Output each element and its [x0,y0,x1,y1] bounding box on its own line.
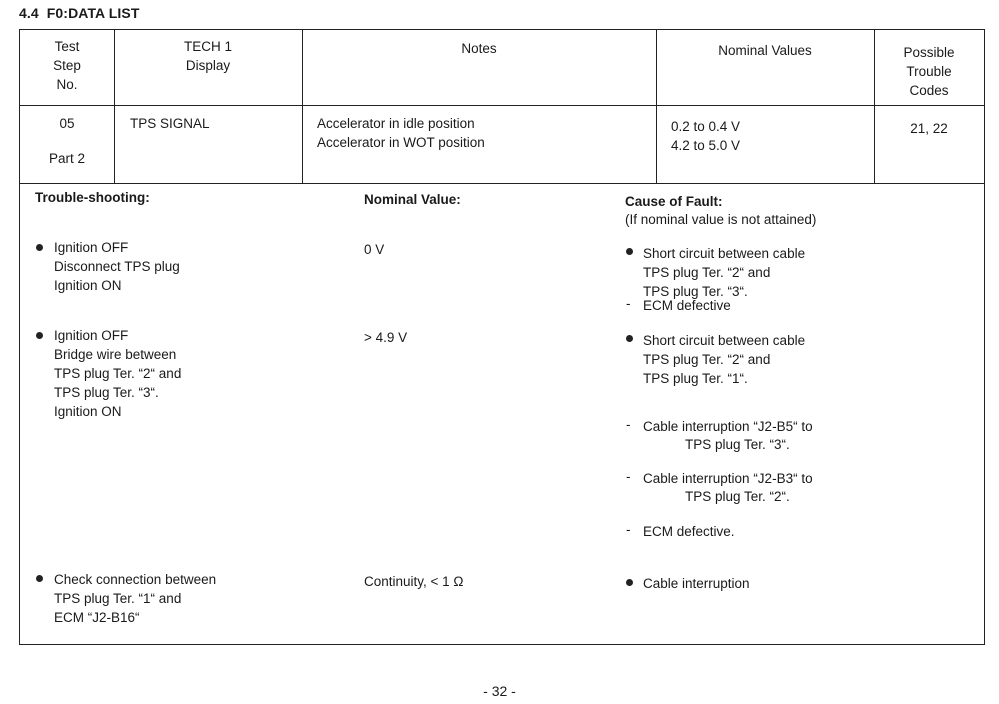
bullet-icon [36,244,43,251]
row-divider [20,183,984,184]
bullet-icon [626,335,633,342]
section-number: 4.4 [19,5,39,21]
cause-of-fault-subheading: (If nominal value is not attained) [625,212,817,227]
step2-cause-short-circuit: Short circuit between cable TPS plug Ter. “2“ and TPS plug Ter. “1“. [643,333,806,386]
step3-nominal-value: Continuity, < 1 Ω [364,574,464,589]
section-title [19,5,139,21]
step1-action: Ignition OFF Disconnect TPS plug Ignition ON [54,240,180,293]
step2-nominal-value: > 4.9 V [364,330,408,345]
row-trouble-codes: 21, 22 [910,121,948,136]
step3-action: Check connection between TPS plug Ter. “1“ and ECM “J2-B16“ [54,572,217,625]
step2-cause-j2b5-line1: Cable interruption “J2-B5“ to [643,419,813,434]
page-number: - 32 - [483,683,516,699]
dash-icon: - [626,296,631,311]
dash-icon: - [626,469,631,484]
nominal-value-heading: Nominal Value: [364,192,461,207]
step3-cause-interruption: Cable interruption [643,576,750,591]
step1-cause-short-circuit: Short circuit between cable TPS plug Ter. “2“ and TPS plug Ter. “3“. [643,246,806,299]
step2-cause-j2b5-line2: TPS plug Ter. “3“. [685,437,790,452]
row-notes: Accelerator in idle position Accelerator in WOT position [317,116,485,150]
header-nominal-values: Nominal Values [718,43,812,58]
bullet-icon [626,248,633,255]
dash-icon: - [626,417,631,432]
section-name: F0:DATA LIST [46,5,140,21]
step-number: 05 [59,116,75,131]
header-divider [20,105,984,106]
header-trouble-codes: Possible Trouble Codes [903,45,955,98]
troubleshooting-heading: Trouble-shooting: [35,190,150,205]
data-list-table [19,29,985,645]
step-part: Part 2 [48,151,86,166]
dash-icon: - [626,522,631,537]
step1-nominal-value: 0 V [364,242,385,257]
bullet-icon [626,579,633,586]
header-tech1-display: TECH 1 Display [183,39,232,73]
step2-action: Ignition OFF Bridge wire between TPS plug Ter. “2“ and TPS plug Ter. “3“. Ignition ON [54,328,182,419]
header-notes: Notes [461,41,497,56]
step2-cause-j2b3-line1: Cable interruption “J2-B3“ to [643,471,813,486]
row-nominal-values: 0.2 to 0.4 V 4.2 to 5.0 V [671,119,741,153]
step2-cause-ecm: ECM defective. [643,524,735,539]
bullet-icon [36,332,43,339]
header-test-step: Test Step No. [53,39,81,92]
step2-cause-j2b3-line2: TPS plug Ter. “2“. [685,489,790,504]
cause-of-fault-heading: Cause of Fault: [625,194,723,209]
bullet-icon [36,575,43,582]
tech1-display-value: TPS SIGNAL [130,116,210,131]
step1-cause-ecm: ECM defective [643,298,731,313]
